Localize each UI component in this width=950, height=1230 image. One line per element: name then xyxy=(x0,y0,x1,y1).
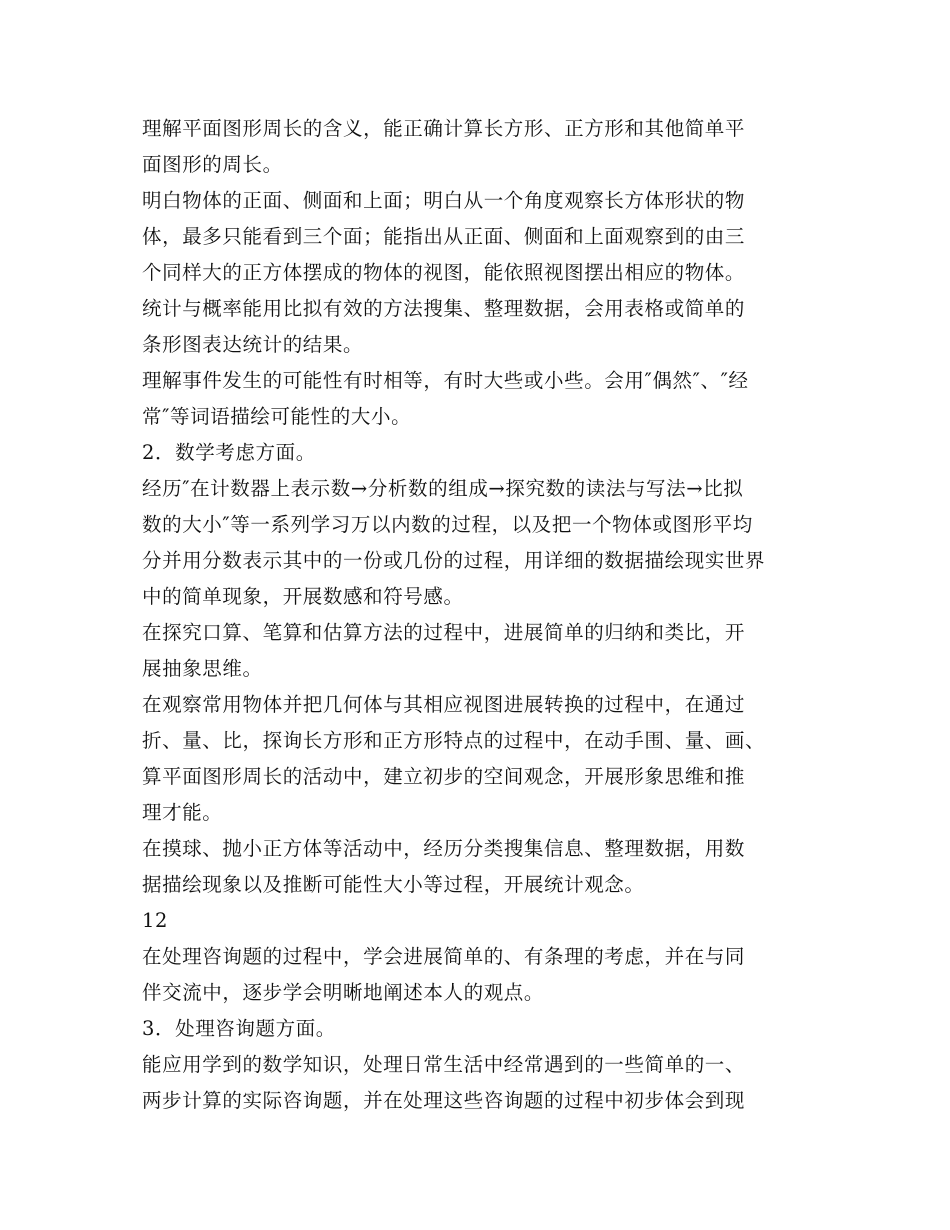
text-line: 理才能。 xyxy=(142,801,223,824)
text-line: 两步计算的实际咨询题，并在处理这些咨询题的过程中初步体会到现 xyxy=(142,1089,746,1112)
text-line: 数的大小″等一系列学习万以内数的过程，以及把一个物体或图形平均 xyxy=(142,513,753,536)
text-line: 在摸球、抛小正方体等活动中，经历分类搜集信息、整理数据，用数 xyxy=(142,837,746,860)
paragraph-views xyxy=(142,183,832,291)
paragraph-perimeter xyxy=(142,111,832,183)
text-line: 个同样大的正方体摆成的物体的视图，能依照视图摆出相应的物体。 xyxy=(142,261,746,284)
text-line: 明白物体的正面、侧面和上面；明白从一个角度观察长方体形状的物 xyxy=(142,189,746,212)
text-line: 面图形的周长。 xyxy=(142,153,283,176)
text-line: 在处理咨询题的过程中，学会进展简单的、有条理的考虑，并在与同 xyxy=(142,945,746,968)
text-line: 3．处理咨询题方面。 xyxy=(142,1017,336,1040)
text-line: 理解事件发生的可能性有时相等，有时大些或小些。会用″偶然″、″经 xyxy=(142,369,749,392)
text-line: 统计与概率能用比拟有效的方法搜集、整理数据，会用表格或简单的 xyxy=(142,297,746,320)
paragraph-problem-thinking xyxy=(142,939,832,1011)
text-line: 常″等词语描绘可能性的大小。 xyxy=(142,405,412,428)
paragraph-spatial xyxy=(142,687,832,831)
text-line: 在观察常用物体并把几何体与其相应视图进展转换的过程中，在通过 xyxy=(142,693,746,716)
paragraph-calculation xyxy=(142,615,832,687)
page-number-marker xyxy=(142,903,832,939)
text-line: 12 xyxy=(142,909,169,932)
text-line: 算平面图形周长的活动中，建立初步的空间观念，开展形象思维和推 xyxy=(142,765,746,788)
text-line: 伴交流中，逐步学会明晰地阐述本人的观点。 xyxy=(142,981,545,1004)
section-heading-math-thinking xyxy=(142,435,832,471)
paragraph-number-sense xyxy=(142,471,832,615)
paragraph-application xyxy=(142,1047,832,1119)
text-line: 展抽象思维。 xyxy=(142,657,263,680)
paragraph-data-collection xyxy=(142,831,832,903)
paragraph-probability xyxy=(142,363,832,435)
text-line: 能应用学到的数学知识，处理日常生活中经常遇到的一些简单的一、 xyxy=(142,1053,746,1076)
text-line: 分并用分数表示其中的一份或几份的过程，用详细的数据描绘现实世界 xyxy=(142,549,766,572)
text-line: 理解平面图形周长的含义，能正确计算长方形、正方形和其他简单平 xyxy=(142,117,746,140)
document-body xyxy=(142,111,832,1119)
section-heading-problem-solving xyxy=(142,1011,832,1047)
paragraph-statistics xyxy=(142,291,832,363)
text-line: 在探究口算、笔算和估算方法的过程中，进展简单的归纳和类比，开 xyxy=(142,621,746,644)
text-line: 中的简单现象，开展数感和符号感。 xyxy=(142,585,464,608)
text-line: 体，最多只能看到三个面；能指出从正面、侧面和上面观察到的由三 xyxy=(142,225,746,248)
text-line: 条形图表达统计的结果。 xyxy=(142,333,364,356)
text-line: 折、量、比，探询长方形和正方形特点的过程中，在动手围、量、画、 xyxy=(142,729,766,752)
text-line: 2．数学考虑方面。 xyxy=(142,441,316,464)
text-line: 经历″在计数器上表示数→分析数的组成→探究数的读法与写法→比拟 xyxy=(142,477,744,500)
text-line: 据描绘现象以及推断可能性大小等过程，开展统计观念。 xyxy=(142,873,645,896)
